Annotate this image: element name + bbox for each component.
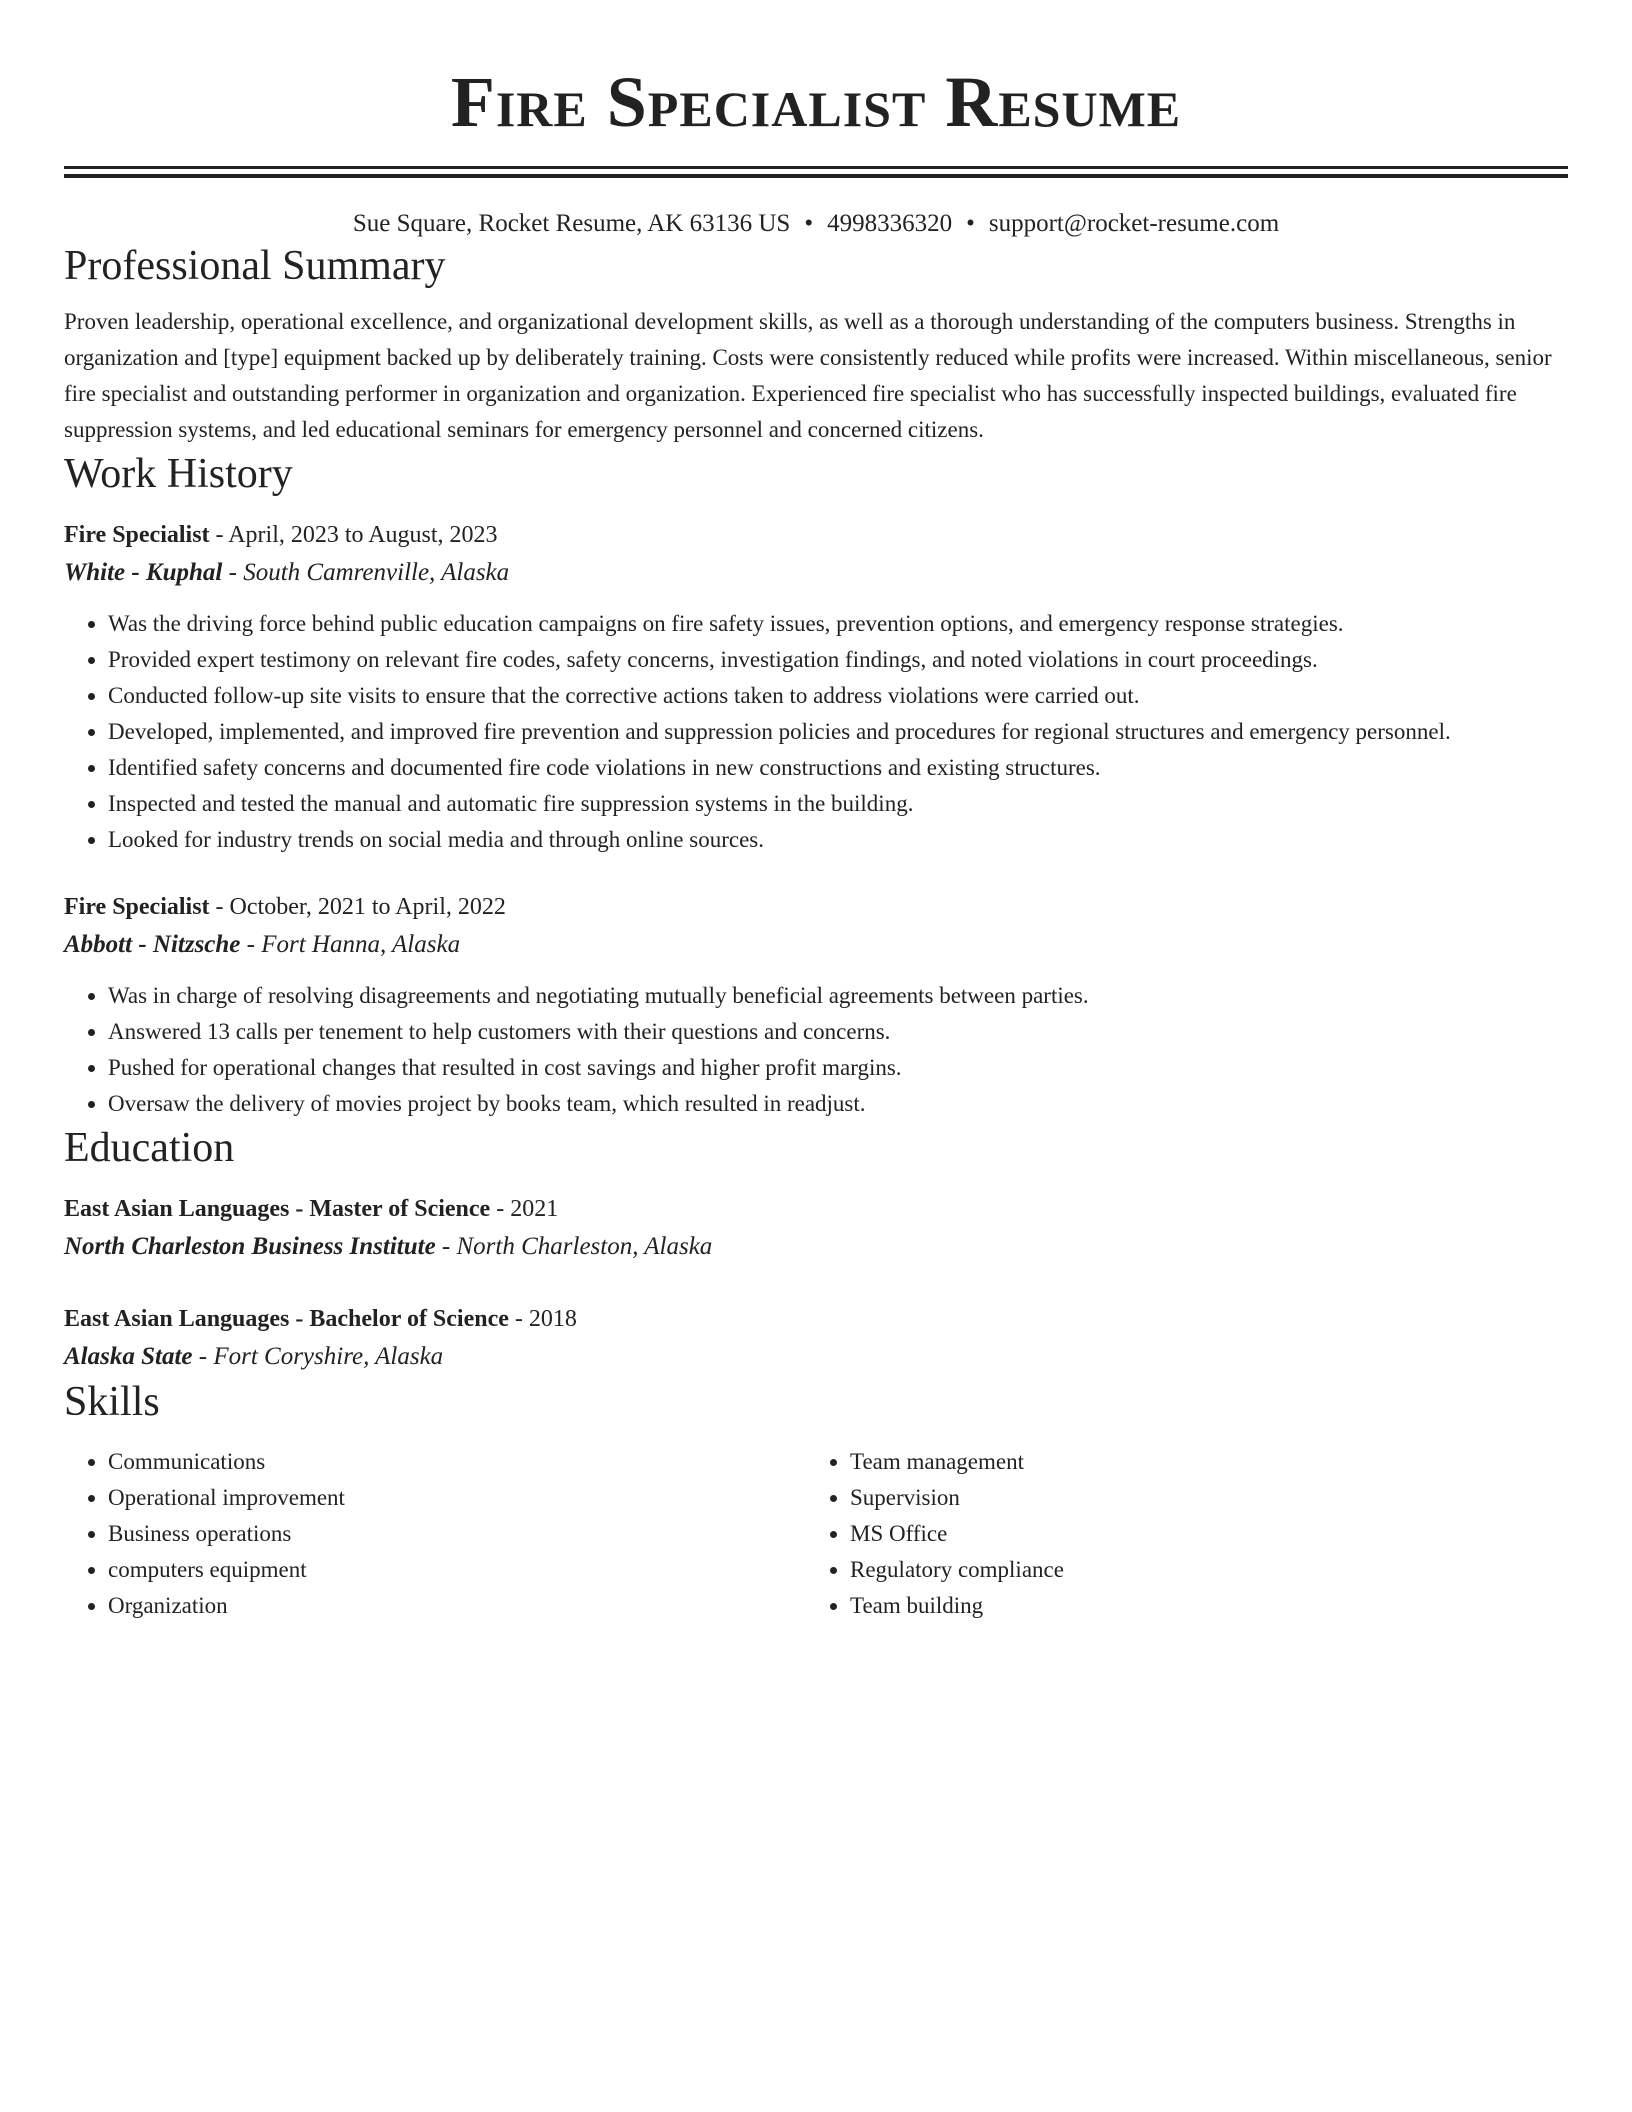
- job-bullets: [64, 978, 1568, 1122]
- bullet-separator: •: [804, 210, 814, 237]
- job-title-line: [64, 888, 1568, 926]
- work-history-heading: Work History: [64, 451, 293, 497]
- school-name: Alaska State: [64, 1343, 193, 1370]
- job-location: - Fort Hanna, Alaska: [246, 931, 461, 958]
- degree-line: [64, 1300, 1568, 1338]
- job-company: Abbott - Nitzsche: [64, 931, 241, 958]
- contact-line: [64, 208, 1568, 240]
- job-company-line: [64, 926, 1568, 964]
- school-line: [64, 1338, 1568, 1376]
- degree: East Asian Languages - Master of Science: [64, 1196, 491, 1222]
- skill-item: • Operational improvement: [108, 1480, 806, 1516]
- list-item: • Was the driving force behind public education campaigns on fire safety issues, prevention options, and emergency response strategies.: [108, 606, 1568, 642]
- education-entry: [64, 1300, 1568, 1376]
- skills-list: [806, 1444, 1548, 1624]
- summary-heading: Professional Summary: [64, 243, 446, 289]
- job-title: Fire Specialist: [64, 894, 210, 920]
- skills-list: [64, 1444, 806, 1624]
- skills-grid: [64, 1444, 1568, 1624]
- graduation-year: - 2018: [514, 1306, 577, 1332]
- job-title: Fire Specialist: [64, 522, 210, 548]
- list-item: • Conducted follow-up site visits to ensure that the corrective actions taken to address violations were carried out.: [108, 678, 1568, 714]
- summary-text: Proven leadership, operational excellence, and organizational development skills, as well as a thorough understanding of the computers business. Strengths in organization and [type] equipment backed up by deliberately training. Costs were consistently reduced while profits were increased. Within miscellaneous, senior fire specialist and outstanding performer in organization and organization. Experienced fire specialist who has successfully inspected buildings, evaluated fire suppression systems, and led educational seminars for emergency personnel and concerned citizens.: [64, 309, 1552, 442]
- job-title-line: [64, 516, 1568, 554]
- skill-item: • MS Office: [850, 1516, 1548, 1552]
- skill-item: • Communications: [108, 1444, 806, 1480]
- list-item: • Inspected and tested the manual and automatic fire suppression systems in the building.: [108, 786, 1568, 822]
- list-item: • Developed, implemented, and improved fire prevention and suppression policies and procedures for regional structures and emergency personnel.: [108, 714, 1568, 750]
- job-dates: - October, 2021 to April, 2022: [215, 894, 506, 920]
- school-location: - Fort Coryshire, Alaska: [198, 1343, 444, 1370]
- skills-heading: Skills: [64, 1379, 160, 1425]
- list-item: • Oversaw the delivery of movies project by books team, which resulted in readjust.: [108, 1086, 1568, 1122]
- contact-email: support@rocket-resume.com: [988, 210, 1280, 237]
- list-item: • Was in charge of resolving disagreements and negotiating mutually beneficial agreements between parties.: [108, 978, 1568, 1014]
- skill-item: • Business operations: [108, 1516, 806, 1552]
- list-item: • Provided expert testimony on relevant fire codes, safety concerns, investigation findings, and noted violations in court proceedings.: [108, 642, 1568, 678]
- degree-line: [64, 1190, 1568, 1228]
- skill-item: • Supervision: [850, 1480, 1548, 1516]
- job-company-line: [64, 554, 1568, 592]
- degree: East Asian Languages - Bachelor of Science: [64, 1306, 509, 1332]
- school-name: North Charleston Business Institute: [64, 1233, 436, 1260]
- job-location: - South Camrenville, Alaska: [228, 559, 510, 586]
- job-entry: [64, 888, 1568, 1122]
- school-location: - North Charleston, Alaska: [441, 1233, 713, 1260]
- list-item: • Answered 13 calls per tenement to help customers with their questions and concerns.: [108, 1014, 1568, 1050]
- title-divider-top: [64, 166, 1568, 169]
- job-bullets: [64, 606, 1568, 858]
- skill-item: • Team building: [850, 1588, 1548, 1624]
- job-company: White - Kuphal: [64, 559, 223, 586]
- job-dates: - April, 2023 to August, 2023: [215, 522, 498, 548]
- education-heading: Education: [64, 1125, 235, 1171]
- skill-item: • computers equipment: [108, 1552, 806, 1588]
- skills-column-left: [64, 1444, 806, 1624]
- contact-phone: 4998336320: [827, 210, 953, 237]
- contact-address: Sue Square, Rocket Resume, AK 63136 US: [352, 210, 791, 237]
- job-entry: [64, 516, 1568, 858]
- skill-item: • Organization: [108, 1588, 806, 1624]
- school-line: [64, 1228, 1568, 1266]
- list-item: • Pushed for operational changes that resulted in cost savings and higher profit margins.: [108, 1050, 1568, 1086]
- skill-item: • Team management: [850, 1444, 1548, 1480]
- bullet-separator: •: [966, 210, 975, 237]
- list-item: • Identified safety concerns and documented fire code violations in new constructions and existing structures.: [108, 750, 1568, 786]
- skill-item: • Regulatory compliance: [850, 1552, 1548, 1588]
- resume-title: Fire Specialist Resume: [450, 62, 1182, 142]
- education-entry: [64, 1190, 1568, 1266]
- list-item: • Looked for industry trends on social media and through online sources.: [108, 822, 1568, 858]
- resume-page: [64, 0, 1568, 1624]
- graduation-year: - 2021: [496, 1196, 559, 1222]
- skills-column-right: [806, 1444, 1548, 1624]
- title-divider-bottom: [64, 174, 1568, 178]
